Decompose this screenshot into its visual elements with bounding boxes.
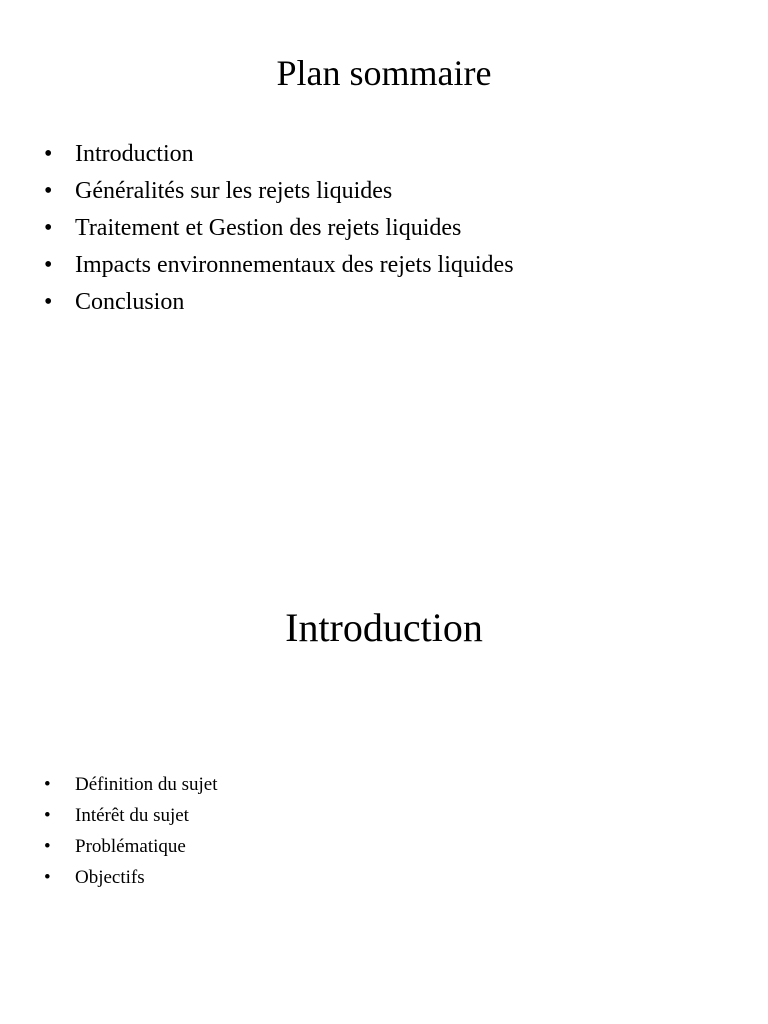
list-item-label: Intérêt du sujet: [75, 805, 189, 826]
bullet-icon: •: [44, 805, 51, 826]
slide-title: Plan sommaire: [276, 53, 492, 93]
list-item-label: Problématique: [75, 836, 186, 857]
bullet-icon: •: [44, 215, 53, 241]
list-item-label: Traitement et Gestion des rejets liquides: [75, 215, 462, 241]
list-item: [44, 831, 217, 862]
bullet-icon: •: [44, 141, 53, 167]
list-item-label: Définition du sujet: [75, 774, 218, 795]
list-item: [44, 862, 217, 893]
bullet-icon: •: [44, 774, 51, 795]
bullet-list: [44, 769, 217, 893]
bullet-list: [44, 136, 514, 321]
bullet-icon: •: [44, 289, 53, 315]
list-item-label: Introduction: [75, 141, 194, 167]
list-item-label: Généralités sur les rejets liquides: [75, 178, 393, 204]
bullet-icon: •: [44, 252, 53, 278]
list-item-label: Impacts environnementaux des rejets liquides: [75, 252, 514, 278]
slide-title: Introduction: [285, 605, 483, 650]
list-item: [44, 173, 514, 210]
bullet-icon: •: [44, 178, 53, 204]
list-item: [44, 800, 217, 831]
bullet-icon: •: [44, 867, 51, 888]
bullet-icon: •: [44, 836, 51, 857]
list-item: [44, 136, 514, 173]
list-item: [44, 769, 217, 800]
list-item: [44, 210, 514, 247]
slide-introduction: [0, 512, 768, 1024]
list-item-label: Objectifs: [75, 867, 145, 888]
list-item: [44, 284, 514, 321]
list-item-label: Conclusion: [75, 289, 185, 315]
list-item: [44, 247, 514, 284]
